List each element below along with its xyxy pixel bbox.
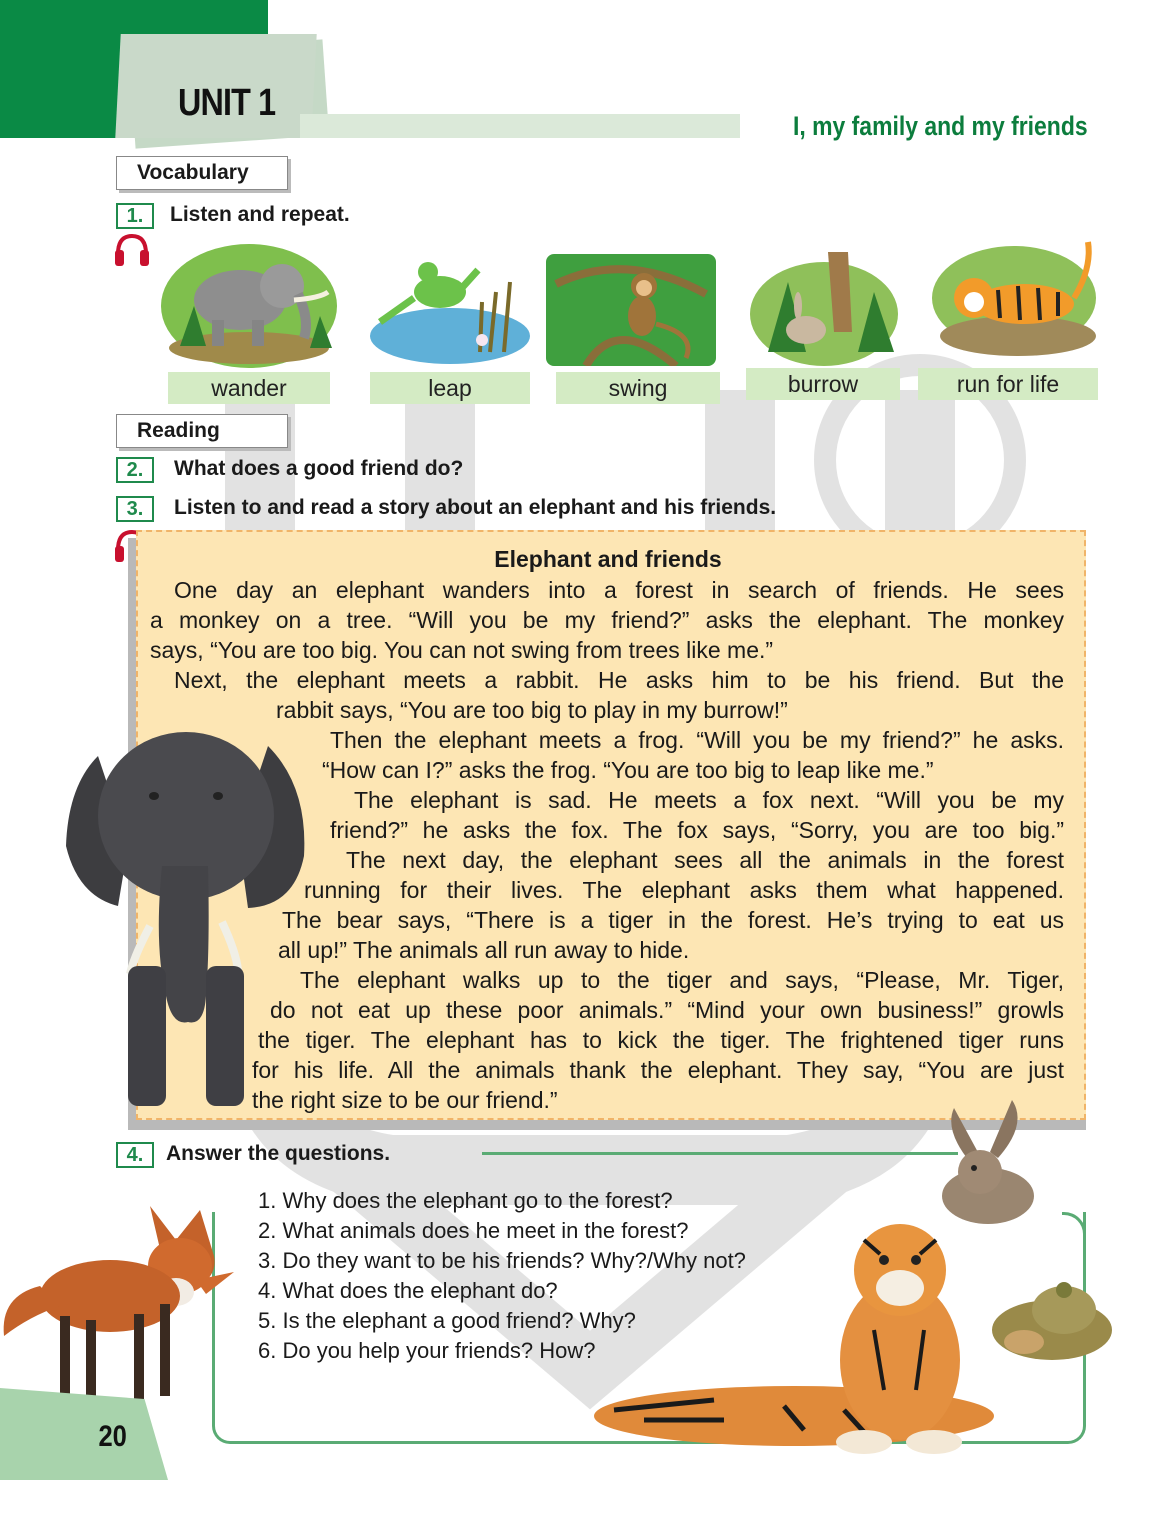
header-strip [300, 114, 740, 138]
task-3-instruction: Listen to and read a story about an elephant and his friends. [174, 496, 777, 519]
task-number-4: 4. [116, 1142, 154, 1168]
question-item: 3. Do they want to be his friends? Why?/Why not? [258, 1248, 746, 1273]
story-line: running for their lives. The elephant asks them what happened. [304, 877, 1064, 903]
question-item: 6. Do you help your friends? How? [258, 1338, 596, 1363]
vocab-label-wander: wander [168, 372, 330, 404]
frog-photo [984, 1272, 1120, 1364]
question-item: 2. What animals does he meet in the forest? [258, 1218, 689, 1243]
headphones-icon[interactable] [112, 232, 152, 268]
tiger-photo [584, 1210, 1034, 1460]
elephant-illustration [160, 236, 338, 368]
story-line: The elephant walks up to the tiger and says, “Please, Mr. Tiger, [300, 967, 1064, 993]
task-number-3: 3. [116, 496, 154, 522]
rabbit-illustration [748, 242, 900, 366]
page-number: 20 [98, 1420, 127, 1453]
vocabulary-section-label: Vocabulary [116, 156, 288, 190]
tiger-illustration [928, 228, 1098, 358]
answer-frame-corner [1062, 1212, 1086, 1272]
story-line: the tiger. The elephant has to kick the tiger. The frightened tiger runs [258, 1027, 1064, 1053]
task-number-1: 1. [116, 203, 154, 229]
story-line: Then the elephant meets a frog. “Will you be my friend?” he asks. [330, 727, 1064, 753]
page-number-tab [0, 1388, 168, 1480]
story-line: friend?” he asks the fox. The fox says, “Sorry, you are too big.” [330, 817, 1064, 843]
task-2-instruction: What does a good friend do? [174, 457, 464, 480]
question-item: 5. Is the elephant a good friend? Why? [258, 1308, 636, 1333]
chapter-title: I, my family and my friends [793, 111, 1088, 141]
frog-illustration [360, 252, 530, 366]
reading-section-label: Reading [116, 414, 288, 448]
monkey-illustration [546, 254, 716, 366]
fox-photo [0, 1196, 240, 1408]
story-line: The next day, the elephant sees all the animals in the forest [346, 847, 1064, 873]
vocab-label-swing: swing [556, 372, 720, 404]
story-line: The bear says, “There is a tiger in the forest. He’s trying to eat us [282, 907, 1064, 933]
task-number-2: 2. [116, 457, 154, 483]
answer-frame-top-line [482, 1152, 958, 1155]
task-4-instruction: Answer the questions. [166, 1142, 391, 1165]
story-line: “How can I?” asks the frog. “You are too big to leap like me.” [322, 757, 934, 783]
story-line: rabbit says, “You are too big to play in my burrow!” [276, 697, 788, 723]
story-line: says, “You are too big. You can not swing from trees like me.” [150, 637, 774, 663]
story-line: a monkey on a tree. “Will you be my friend?” asks the elephant. The monkey [150, 607, 1064, 633]
story-line: Next, the elephant meets a rabbit. He asks him to be his friend. But the [174, 667, 1064, 693]
vocab-label-leap: leap [370, 372, 530, 404]
story-line: the right size to be our friend.” [252, 1087, 558, 1113]
rabbit-photo [940, 1100, 1036, 1226]
vocab-label-run-for-life: run for life [918, 368, 1098, 400]
vocab-label-burrow: burrow [746, 368, 900, 400]
story-line: for his life. All the animals thank the elephant. They say, “You are just [252, 1057, 1064, 1083]
question-item: 4. What does the elephant do? [258, 1278, 558, 1303]
story-title: Elephant and friends [494, 546, 722, 572]
question-item: 1. Why does the elephant go to the forest? [258, 1188, 673, 1213]
story-line: do not eat up these poor animals.” “Mind your own business!” growls [270, 997, 1064, 1023]
story-line: One day an elephant wanders into a forest in search of friends. He sees [174, 577, 1064, 603]
story-line: The elephant is sad. He meets a fox next. “Will you be my [354, 787, 1064, 813]
story-line: all up!” The animals all run away to hide. [278, 937, 690, 963]
unit-title: UNIT 1 [178, 82, 276, 124]
task-1-instruction: Listen and repeat. [170, 203, 350, 226]
